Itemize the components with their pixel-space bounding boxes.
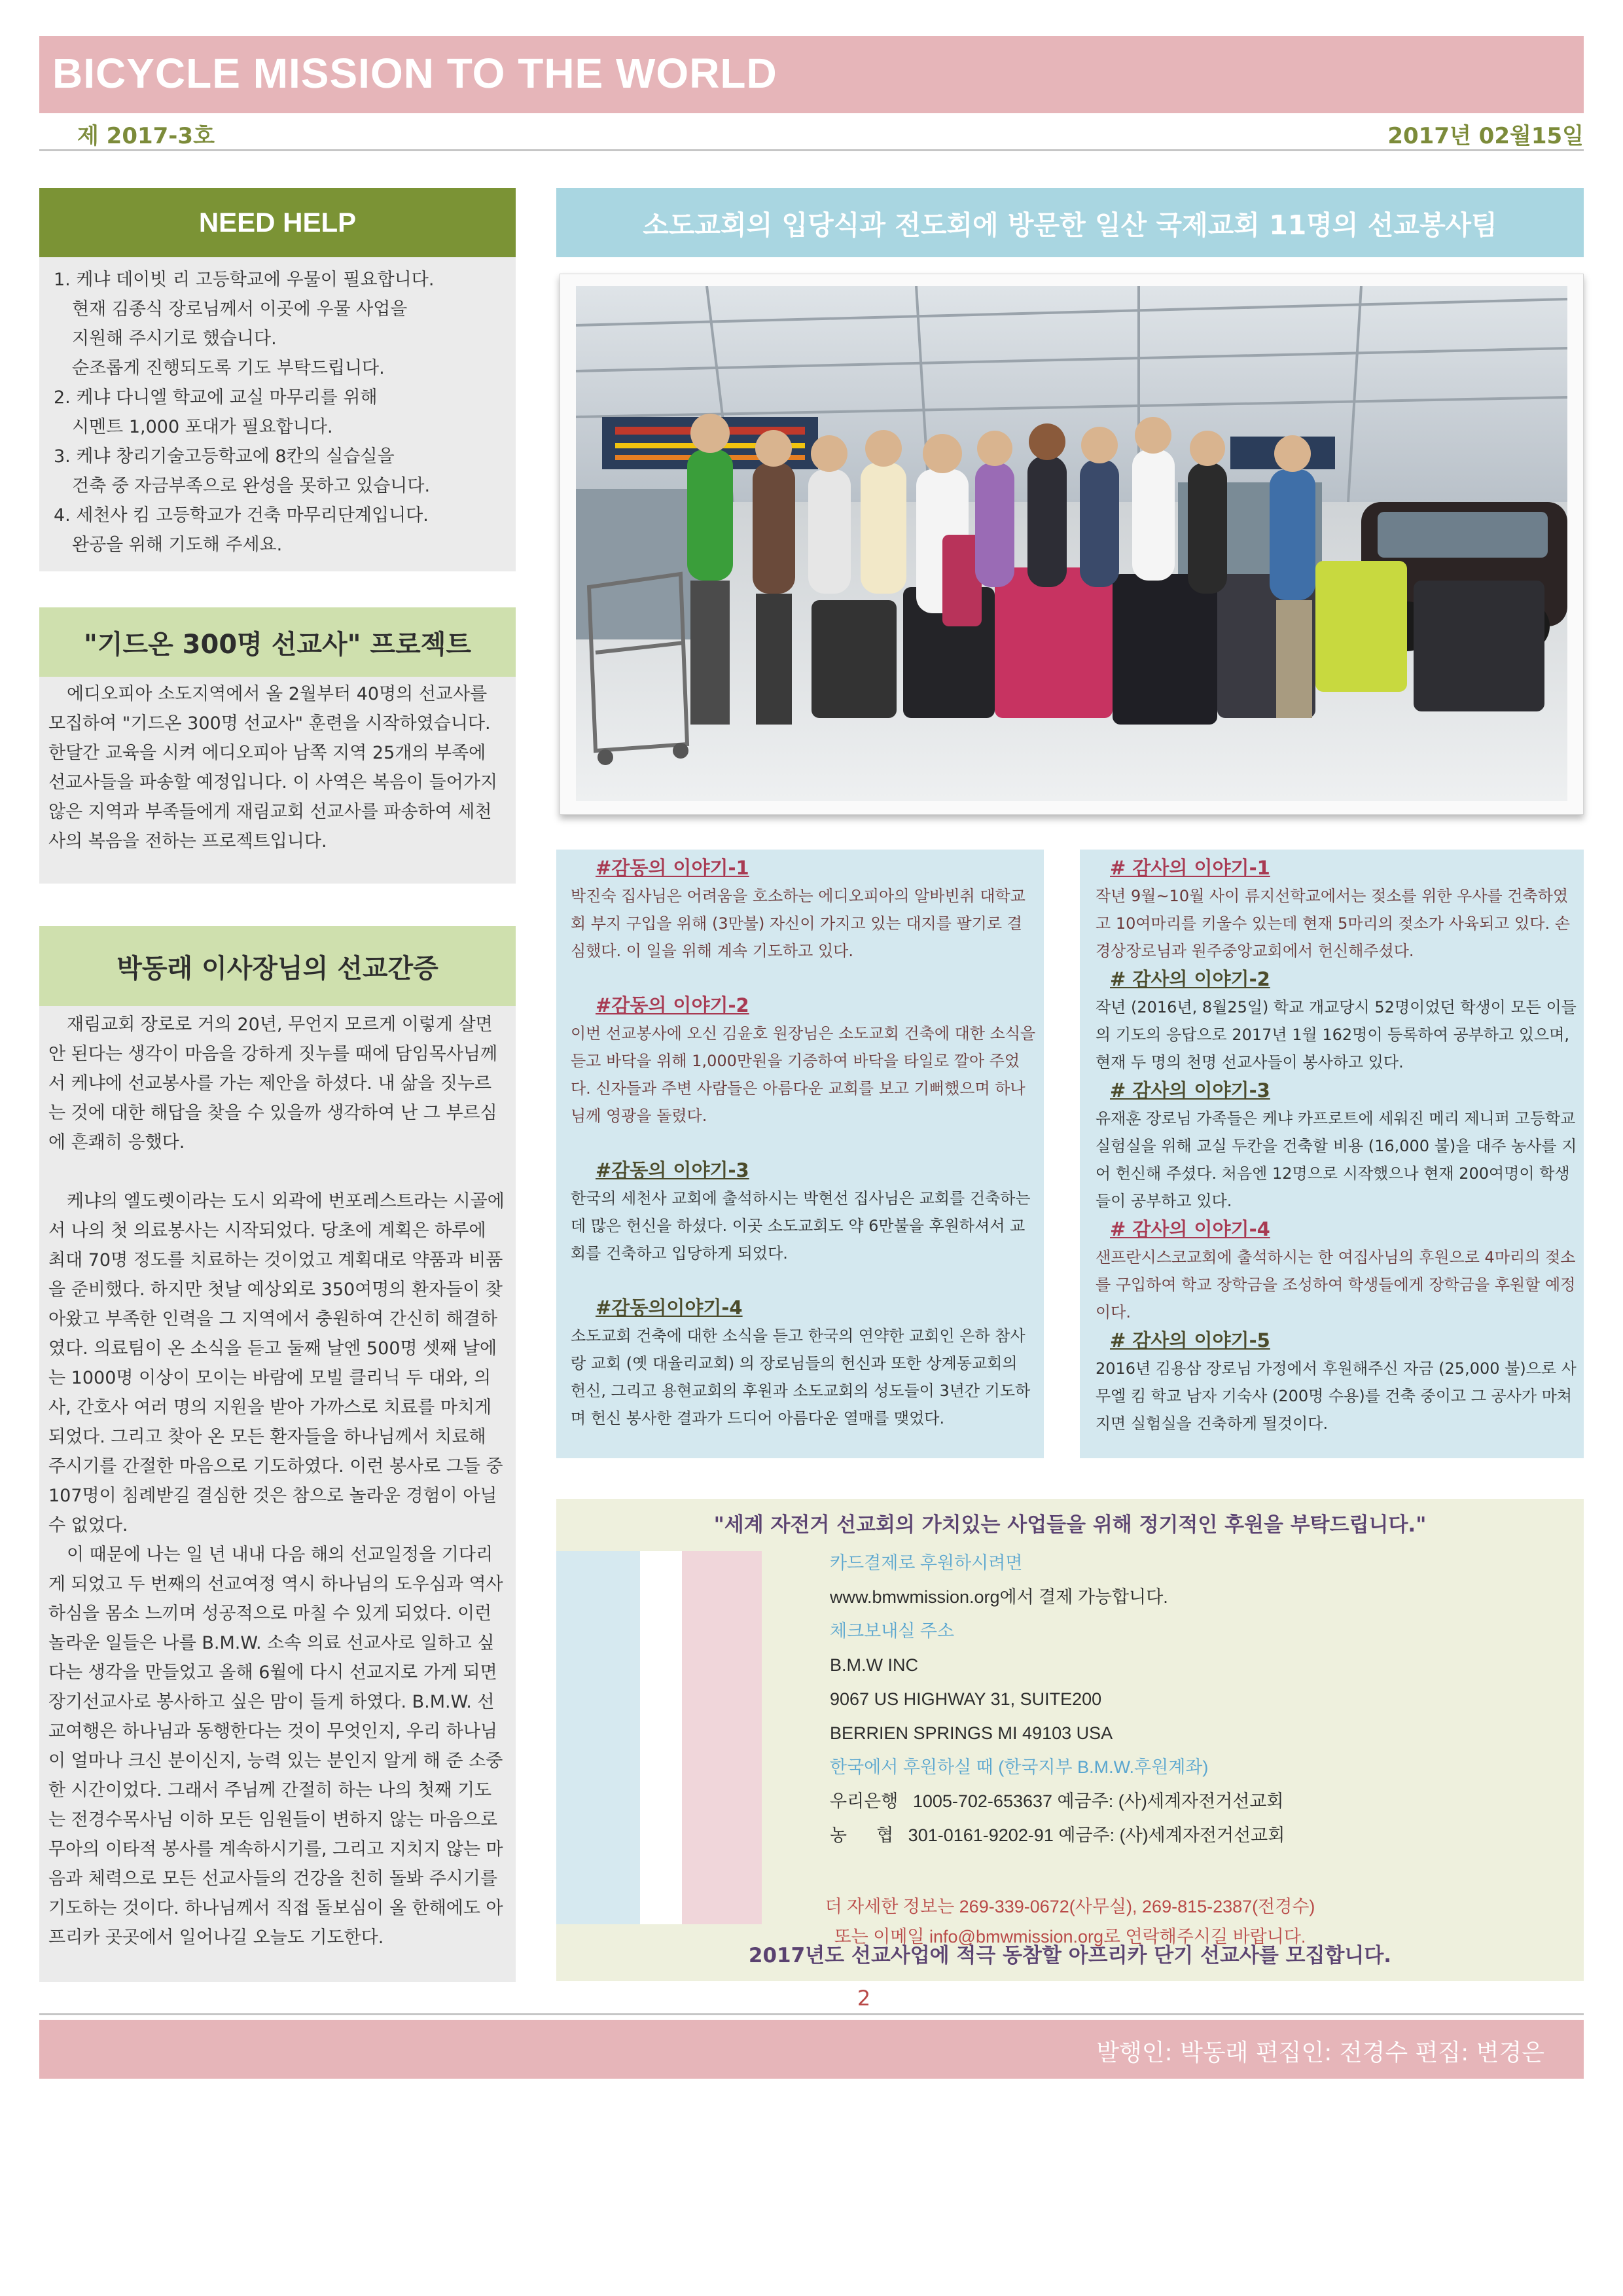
thanks-story-title: # 감사의 이야기-2	[1110, 968, 1270, 990]
footer-banner	[39, 2020, 1584, 2079]
story-spacer	[564, 1267, 1037, 1293]
address-line: 9067 US HIGHWAY 31, SUITE200	[830, 1689, 1102, 1709]
need-help-heading: NEED HELP	[39, 188, 516, 257]
moving-story-title: #감동의 이야기-3	[596, 1159, 749, 1181]
decorative-band-blue	[556, 1551, 640, 1924]
publisher-credits: 발행인: 박동래 편집인: 전경수 편집: 변경은	[1096, 2039, 1544, 2066]
moving-story-title: #감동의 이야기-2	[596, 994, 749, 1016]
recruitment-notice: 2017년도 선교사업에 적극 동참할 아프리카 단기 선교사를 모집합니다.	[748, 1944, 1392, 1967]
issue-number: 제 2017-3호	[77, 123, 215, 149]
thanks-story-title: # 감사의 이야기-1	[1110, 857, 1270, 879]
need-help-item: 3. 케냐 창리기술고등학교에 8칸의 실습실을 건축 중 자금부족으로 완성을 못하고 있습니다.	[54, 446, 431, 496]
gideon-project-heading: "기드온 300명 선교사" 프로젝트	[39, 607, 516, 677]
need-help-list	[54, 265, 508, 560]
contact-email-line: 또는 이메일 info@bmwmission.org로 연락해주시길 바랍니다.	[834, 1927, 1306, 1946]
moving-story-body: 이번 선교봉사에 오신 김윤호 원장님은 소도교회 건축에 대한 소식을 듣고 바닥을 위해 1,000만원을 기증하여 바닥을 타일로 깔아 주었다. 신자들과 주변 사람들은 아름다운 교회를 보고 기뻐했으며 하나님께 영광을 돌렸다.	[571, 1024, 1036, 1125]
korea-account-label: 한국에서 후원하실 때 (한국지부 B.M.W.후원계좌)	[830, 1757, 1209, 1777]
address-line: BERRIEN SPRINGS MI 49103 USA	[830, 1723, 1113, 1743]
thanks-story-title: # 감사의 이야기-3	[1110, 1079, 1270, 1102]
testimony-paragraph: 재림교회 장로로 거의 20년, 무언지 모르게 이렇게 살면 안 된다는 생각이 마음을 강하게 짓누를 때에 담임목사님께서 케냐에 선교봉사를 가는 제안을 하셨다. 내 삶을 짓누르는 것에 대한 해답을 찾을 수 있을까 생각하여 난 그 부르심에 흔쾌히 응했다.	[48, 1014, 498, 1153]
decorative-band-white	[640, 1551, 682, 1924]
thanks-story-body: 작년 (2016년, 8월25일) 학교 개교당시 52명이었던 학생이 모든 이들의 기도의 응답으로 2017년 1월 162명이 등록하여 공부하고 있으며, 현재 두 명의 천명 선교사들이 봉사하고 있다.	[1096, 998, 1577, 1071]
paragraph-spacer	[48, 1157, 507, 1187]
moving-stories-panel	[556, 850, 1044, 1458]
header-divider	[39, 149, 1584, 151]
issue-date: 2017년 02월15일	[1387, 123, 1584, 149]
need-help-panel	[39, 257, 516, 571]
footer-divider	[39, 2013, 1584, 2015]
card-payment-label: 카드결제로 후원하시려면	[830, 1553, 1023, 1573]
story-spacer	[564, 965, 1037, 991]
testimony-paragraph: 이 때문에 나는 일 년 내내 다음 해의 선교일정을 기다리게 되었고 두 번째의 선교여정 역시 하나님의 도우심과 역사하심을 몸소 느끼며 성공적으로 마칠 수 있게 되었다. 이런 놀라운 일들은 나를 B.M.W. 소속 의료 선교사로 일하고 싶다는 생각을 만들었고 올해 6월에 다시 선교지로 가게 되면 장기선교사로 봉사하고 싶은 맘이 들게 하였다. B.M.W. 선교여행은 하나님과 동행한다는 것이 무엇인지, 우리 하나님이 얼마나 크신 분이신지, 능력 있는 분인지 알게 해 준 소중한 시간이었다. 그래서 주님께 간절히 하는 나의 첫째 기도는 전경수목사님 이하 모든 임원들이 변하지 않는 마음으로 무아의 이타적 봉사를 계속하시기를, 그리고 지치지 않는 마음과 체력으로 모든 선교사들의 건강을 친히 돌봐 주시기를 기도하는 것이다. 하나님께서 직접 돌보심이 올 한해에도 아프리카 곳곳에서 일어나길 오늘도 기도한다.	[48, 1545, 503, 1948]
moving-story-body: 박진숙 집사님은 어려움을 호소하는 에디오피아의 알바빈취 대학교회 부지 구입을 위해 (3만불) 자신이 가지고 있는 대지를 팔기로 결심했다. 이 일을 위해 계속 기도하고 있다.	[571, 887, 1026, 960]
thanks-story-title: # 감사의 이야기-5	[1110, 1329, 1270, 1352]
gideon-project-text: 에디오피아 소도지역에서 올 2월부터 40명의 선교사를 모집하여 "기드온 300명 선교사" 훈련을 시작하였습니다. 한달간 교육을 시켜 에디오피아 남쪽 지역 25개의 부족에 선교사들을 파송할 예정입니다. 이 사역은 복음이 들어가지 않은 지역과 부족들에게 재림교회 선교사를 파송하여 세천사의 복음을 전하는 프로젝트입니다.	[48, 684, 498, 852]
need-help-item: 4. 세천사 킴 고등학교가 건축 마무리단계입니다. 완공을 위해 기도해 주세요.	[54, 505, 429, 555]
group-photo	[560, 274, 1584, 815]
page-number: 2	[857, 1986, 871, 2011]
gideon-project-panel	[39, 677, 516, 884]
masthead-banner	[39, 36, 1584, 113]
bank-account-line: 우리은행 1005-702-653637 예금주: (사)세계자전거선교회	[830, 1791, 1284, 1811]
check-address-label: 체크보내실 주소	[830, 1621, 955, 1641]
support-box	[556, 1499, 1584, 1981]
moving-story-body: 한국의 세천사 교회에 출석하시는 박현선 집사님은 교회를 건축하는데 많은 헌신을 하셨다. 이곳 소도교회도 약 6만불을 후원하셔서 교회를 건축하고 입당하게 되었다.	[571, 1189, 1031, 1263]
thanks-story-body: 유재훈 장로님 가족들은 케냐 카프로트에 세워진 메리 제니퍼 고등학교 실험실을 위해 교실 두칸을 건축할 비용 (16,000 불)을 대주 농사를 지어 헌신해 주셨다. 처음엔 12명으로 시작했으나 현재 200여명이 학생들이 공부하고 있다.	[1096, 1109, 1577, 1210]
contact-phone-line: 더 자세한 정보는 269-339-0672(사무실), 269-815-2387(전경수)	[825, 1897, 1315, 1916]
address-line: B.M.W INC	[830, 1655, 918, 1675]
testimony-panel	[39, 1006, 516, 1982]
moving-story-title: #감동의 이야기-1	[596, 857, 749, 879]
thanks-stories-panel	[1080, 850, 1584, 1458]
card-payment-text: www.bmwmission.org에서 결제 가능합니다.	[830, 1587, 1168, 1607]
thanks-story-body: 작년 9월~10월 사이 류지선학교에서는 젖소를 위한 우사를 건축하였고 10여마리를 키울수 있는데 현재 5마리의 젖소가 사육되고 있다. 손경상장로님과 원주중앙교회에서 헌신해주셨다.	[1096, 887, 1570, 960]
need-help-item: 1. 케냐 데이빗 리 고등학교에 우물이 필요합니다. 현재 김종식 장로님께서 이곳에 우물 사업을 지원해 주시기로 했습니다. 순조롭게 진행되도록 기도 부탁드립니다.	[54, 270, 435, 378]
support-heading: "세계 자전거 선교회의 가치있는 사업들을 위해 정기적인 후원을 부탁드립니다."	[713, 1513, 1427, 1537]
thanks-story-body: 2016년 김용삼 장로님 가정에서 후원해주신 자금 (25,000 불)으로 사무엘 킴 학교 남자 기숙사 (200명 수용)를 건축 중이고 그 공사가 마쳐지면 실험실을 건축하게 될것이다.	[1096, 1359, 1577, 1433]
decorative-band-pink	[682, 1551, 762, 1924]
moving-story-title: #감동의이야기-4	[596, 1297, 743, 1319]
newsletter-title: BICYCLE MISSION TO THE WORLD	[52, 50, 777, 97]
thanks-story-body: 샌프란시스코교회에 출석하시는 한 여집사님의 후원으로 4마리의 젖소를 구입하여 학교 장학금을 조성하여 학생들에게 장학금을 후원할 예정이다.	[1096, 1248, 1576, 1321]
testimony-paragraph: 케냐의 엘도렛이라는 도시 외곽에 번포레스트라는 시골에서 나의 첫 의료봉사는 시작되었다. 당초에 계획은 하루에 최대 70명 정도를 치료하는 것이었고 계획대로 약품과 비품을 준비했다. 하지만 첫날 예상외로 350여명의 환자들이 찾아왔고 부족한 인력을 그 지역에서 충원하여 간신히 해결하였다. 의료팀이 온 소식을 듣고 둘째 날엔 500명 셋째 날에는 1000명 이상이 모이는 바람에 모빌 클리닉 두 대와, 의사, 간호사 여러 명의 지원을 받아 가까스로 치료를 마치게 되었다. 그리고 찾아 온 모든 환자들을 하나님께서 치료해 주시기를 간절한 마음으로 기도하였다. 이런 봉사로 그들 중 107명이 침례받길 결심한 것은 참으로 놀라운 경험이 아닐 수 없었다.	[48, 1191, 505, 1535]
testimony-heading: 박동래 이사장님의 선교간증	[39, 926, 516, 1006]
feature-headline: 소도교회의 입당식과 전도회에 방문한 일산 국제교회 11명의 선교봉사팀	[556, 188, 1584, 257]
bank-account-line: 농 협 301-0161-9202-91 예금주: (사)세계자전거선교회	[830, 1825, 1285, 1845]
moving-story-body: 소도교회 건축에 대한 소식을 듣고 한국의 연약한 교회인 은하 참사랑 교회 (옛 대율리교회) 의 장로님들의 헌신과 또한 상계동교회의 헌신, 그리고 용현교회의 후원과 소도교회의 성도들이 3년간 기도하며 헌신 봉사한 결과가 드디어 아름다운 열매를 맺었다.	[571, 1327, 1031, 1427]
need-help-item: 2. 케냐 다니엘 학교에 교실 마무리를 위해 시멘트 1,000 포대가 필요합니다.	[54, 387, 378, 437]
story-spacer	[564, 1130, 1037, 1156]
thanks-story-title: # 감사의 이야기-4	[1110, 1218, 1270, 1240]
support-details	[830, 1546, 1569, 1852]
airport-group-photo-illustration	[576, 286, 1567, 801]
